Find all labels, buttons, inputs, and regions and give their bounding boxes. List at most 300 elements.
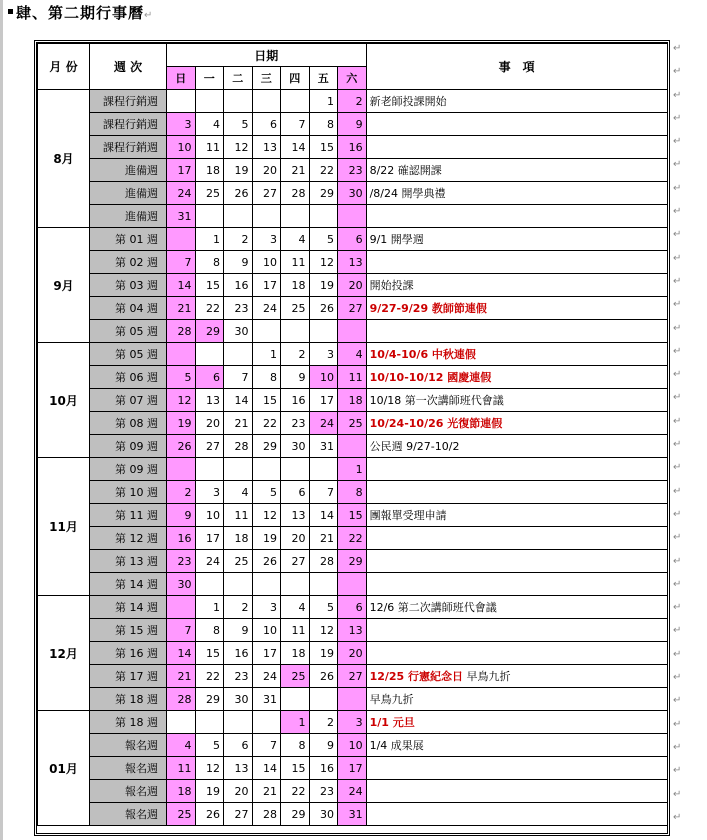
table-row xyxy=(38,159,668,182)
day-cell: 25 xyxy=(195,182,224,205)
day-cell: 17 xyxy=(309,389,338,412)
week-label: 第 10 週 xyxy=(90,481,167,504)
day-cell: 22 xyxy=(252,412,281,435)
day-cell: 15 xyxy=(195,274,224,297)
day-cell: 5 xyxy=(167,366,196,389)
day-cell: 25 xyxy=(281,665,310,688)
header-week: 週 次 xyxy=(90,44,167,90)
event-cell xyxy=(366,159,667,182)
day-cell: 1 xyxy=(309,90,338,113)
day-cell: 5 xyxy=(195,734,224,757)
table-row xyxy=(38,665,668,688)
paragraph-mark-icon: ↵ xyxy=(673,718,682,730)
day-cell xyxy=(195,90,224,113)
day-cell: 14 xyxy=(167,642,196,665)
day-cell: 14 xyxy=(281,136,310,159)
day-cell: 9 xyxy=(224,619,253,642)
day-cell: 24 xyxy=(252,297,281,320)
day-cell: 26 xyxy=(195,803,224,826)
event-cell xyxy=(366,780,667,803)
day-cell: 9 xyxy=(309,734,338,757)
event-cell xyxy=(366,366,667,389)
day-cell: 8 xyxy=(195,251,224,274)
day-cell: 28 xyxy=(281,182,310,205)
weekday-header: 一 xyxy=(195,67,224,90)
day-cell: 18 xyxy=(281,274,310,297)
day-cell: 13 xyxy=(224,757,253,780)
day-cell: 7 xyxy=(224,366,253,389)
day-cell xyxy=(195,711,224,734)
day-cell: 2 xyxy=(224,596,253,619)
month-label: 11月 xyxy=(38,458,90,596)
day-cell: 21 xyxy=(224,412,253,435)
title-text: 肆、第二期行事曆 xyxy=(16,4,145,22)
week-label: 第 01 週 xyxy=(90,228,167,251)
day-cell: 19 xyxy=(167,412,196,435)
month-label: 01月 xyxy=(38,711,90,826)
day-cell: 4 xyxy=(167,734,196,757)
table-row xyxy=(38,573,668,596)
day-cell: 1 xyxy=(195,596,224,619)
day-cell: 20 xyxy=(338,274,367,297)
day-cell: 22 xyxy=(309,159,338,182)
day-cell: 29 xyxy=(195,320,224,343)
table-row xyxy=(38,366,668,389)
event-cell xyxy=(366,389,667,412)
week-label: 第 07 週 xyxy=(90,389,167,412)
day-cell: 30 xyxy=(338,182,367,205)
week-label: 第 16 週 xyxy=(90,642,167,665)
day-cell: 25 xyxy=(167,803,196,826)
day-cell: 10 xyxy=(252,251,281,274)
day-cell: 26 xyxy=(309,665,338,688)
day-cell xyxy=(252,573,281,596)
table-row xyxy=(38,527,668,550)
week-label: 課程行銷週 xyxy=(90,136,167,159)
paragraph-mark-icon: ↵ xyxy=(673,182,682,194)
day-cell: 30 xyxy=(281,435,310,458)
event-cell xyxy=(366,113,667,136)
table-row xyxy=(38,205,668,228)
weekday-header: 日 xyxy=(167,67,196,90)
day-cell: 1 xyxy=(338,458,367,481)
day-cell xyxy=(252,90,281,113)
day-cell: 10 xyxy=(252,619,281,642)
paragraph-mark-icon: ↵ xyxy=(673,136,682,148)
day-cell xyxy=(252,458,281,481)
day-cell: 11 xyxy=(167,757,196,780)
event-cell xyxy=(366,665,667,688)
day-cell: 8 xyxy=(309,113,338,136)
header-event: 事 項 xyxy=(366,44,667,90)
day-cell xyxy=(338,205,367,228)
day-cell: 11 xyxy=(195,136,224,159)
day-cell: 18 xyxy=(281,642,310,665)
right-paragraph-marks xyxy=(673,43,687,835)
bullet-icon xyxy=(8,9,13,14)
day-cell: 9 xyxy=(167,504,196,527)
day-cell xyxy=(309,688,338,711)
day-cell: 10 xyxy=(167,136,196,159)
paragraph-mark-icon: ↵ xyxy=(673,112,682,124)
event-text: 1/1 元旦 xyxy=(369,716,415,729)
day-cell: 21 xyxy=(309,527,338,550)
paragraph-mark-icon: ↵ xyxy=(673,648,682,660)
day-cell: 13 xyxy=(252,136,281,159)
event-cell xyxy=(366,619,667,642)
header-month: 月 份 xyxy=(38,44,90,90)
paragraph-mark-icon: ↵ xyxy=(673,555,682,567)
day-cell: 20 xyxy=(281,527,310,550)
event-cell xyxy=(366,136,667,159)
day-cell: 11 xyxy=(224,504,253,527)
table-row xyxy=(38,320,668,343)
day-cell xyxy=(224,458,253,481)
week-label: 第 05 週 xyxy=(90,320,167,343)
event-text: 10/24-10/26 光復節連假 xyxy=(369,417,503,430)
week-label: 進備週 xyxy=(90,205,167,228)
day-cell: 29 xyxy=(309,182,338,205)
day-cell: 6 xyxy=(252,113,281,136)
event-cell xyxy=(366,297,667,320)
day-cell: 28 xyxy=(309,550,338,573)
event-cell xyxy=(366,458,667,481)
day-cell: 12 xyxy=(309,251,338,274)
day-cell: 8 xyxy=(252,366,281,389)
month-label: 8月 xyxy=(38,90,90,228)
table-row xyxy=(38,780,668,803)
day-cell xyxy=(195,343,224,366)
paragraph-mark-icon: ↵ xyxy=(673,578,682,590)
day-cell: 4 xyxy=(338,343,367,366)
event-cell xyxy=(366,251,667,274)
paragraph-mark-icon: ↵ xyxy=(673,602,682,614)
day-cell: 26 xyxy=(167,435,196,458)
day-cell: 3 xyxy=(252,228,281,251)
day-cell: 12 xyxy=(224,136,253,159)
day-cell: 5 xyxy=(309,596,338,619)
page-left-edge xyxy=(0,0,3,840)
table-row xyxy=(38,642,668,665)
table-row xyxy=(38,803,668,826)
day-cell: 16 xyxy=(167,527,196,550)
day-cell: 15 xyxy=(309,136,338,159)
event-cell xyxy=(366,435,667,458)
day-cell xyxy=(167,711,196,734)
day-cell: 27 xyxy=(338,665,367,688)
day-cell: 26 xyxy=(224,182,253,205)
paragraph-mark-icon: ↵ xyxy=(673,765,682,777)
day-cell: 28 xyxy=(252,803,281,826)
table-row xyxy=(38,297,668,320)
day-cell: 22 xyxy=(281,780,310,803)
day-cell: 22 xyxy=(195,297,224,320)
table-row xyxy=(38,711,668,734)
day-cell xyxy=(167,228,196,251)
week-label: 報名週 xyxy=(90,734,167,757)
day-cell xyxy=(252,320,281,343)
event-text: 公民週 9/27-10/2 xyxy=(369,440,460,453)
day-cell xyxy=(195,205,224,228)
day-cell: 14 xyxy=(167,274,196,297)
calendar-body xyxy=(38,90,668,826)
event-cell xyxy=(366,320,667,343)
paragraph-mark-icon: ↵ xyxy=(673,532,682,544)
table-row xyxy=(38,343,668,366)
weekday-header: 四 xyxy=(281,67,310,90)
week-label: 第 14 週 xyxy=(90,573,167,596)
event-note: 早鳥九折 xyxy=(463,670,511,683)
day-cell xyxy=(338,688,367,711)
day-cell xyxy=(281,573,310,596)
week-label: 報名週 xyxy=(90,803,167,826)
day-cell: 6 xyxy=(281,481,310,504)
week-label: 第 13 週 xyxy=(90,550,167,573)
paragraph-mark-icon: ↵ xyxy=(673,252,682,264)
day-cell: 27 xyxy=(252,182,281,205)
paragraph-mark-icon: ↵ xyxy=(673,788,682,800)
paragraph-mark-icon: ↵ xyxy=(673,369,682,381)
event-cell xyxy=(366,90,667,113)
day-cell xyxy=(224,573,253,596)
event-cell xyxy=(366,527,667,550)
paragraph-mark-icon: ↵ xyxy=(673,485,682,497)
day-cell: 27 xyxy=(224,803,253,826)
week-label: 報名週 xyxy=(90,757,167,780)
paragraph-mark-icon: ↵ xyxy=(144,10,154,21)
day-cell: 12 xyxy=(167,389,196,412)
day-cell: 6 xyxy=(195,366,224,389)
day-cell: 25 xyxy=(281,297,310,320)
calendar-table xyxy=(37,43,668,826)
day-cell: 20 xyxy=(252,159,281,182)
week-label: 第 04 週 xyxy=(90,297,167,320)
day-cell: 9 xyxy=(224,251,253,274)
week-label: 第 02 週 xyxy=(90,251,167,274)
day-cell xyxy=(224,711,253,734)
event-cell xyxy=(366,182,667,205)
day-cell: 4 xyxy=(281,228,310,251)
day-cell xyxy=(281,320,310,343)
day-cell: 28 xyxy=(167,688,196,711)
day-cell: 15 xyxy=(252,389,281,412)
header-date: 日期 xyxy=(167,44,367,67)
day-cell: 6 xyxy=(224,734,253,757)
day-cell: 8 xyxy=(281,734,310,757)
day-cell xyxy=(224,205,253,228)
day-cell: 23 xyxy=(338,159,367,182)
paragraph-mark-icon: ↵ xyxy=(673,275,682,287)
event-text: 早鳥九折 xyxy=(369,693,414,706)
day-cell: 27 xyxy=(338,297,367,320)
day-cell: 4 xyxy=(224,481,253,504)
week-label: 第 18 週 xyxy=(90,688,167,711)
event-cell xyxy=(366,711,667,734)
weekday-header: 三 xyxy=(252,67,281,90)
day-cell xyxy=(167,90,196,113)
paragraph-mark-icon: ↵ xyxy=(673,439,682,451)
day-cell: 31 xyxy=(338,803,367,826)
week-label: 第 09 週 xyxy=(90,458,167,481)
day-cell: 30 xyxy=(309,803,338,826)
day-cell: 30 xyxy=(224,320,253,343)
week-label: 報名週 xyxy=(90,780,167,803)
table-row xyxy=(38,688,668,711)
day-cell: 28 xyxy=(167,320,196,343)
day-cell: 22 xyxy=(195,665,224,688)
weekday-header: 五 xyxy=(309,67,338,90)
week-label: 第 08 週 xyxy=(90,412,167,435)
week-label: 第 09 週 xyxy=(90,435,167,458)
paragraph-mark-icon: ↵ xyxy=(673,695,682,707)
month-label: 12月 xyxy=(38,596,90,711)
day-cell: 23 xyxy=(224,665,253,688)
day-cell: 24 xyxy=(195,550,224,573)
day-cell: 31 xyxy=(252,688,281,711)
day-cell xyxy=(252,711,281,734)
paragraph-mark-icon: ↵ xyxy=(673,66,682,78)
event-cell xyxy=(366,596,667,619)
paragraph-mark-icon: ↵ xyxy=(673,625,682,637)
day-cell: 14 xyxy=(309,504,338,527)
paragraph-mark-icon: ↵ xyxy=(673,415,682,427)
day-cell: 9 xyxy=(281,366,310,389)
day-cell: 9 xyxy=(338,113,367,136)
day-cell xyxy=(167,596,196,619)
page-title xyxy=(8,2,153,23)
day-cell: 4 xyxy=(195,113,224,136)
day-cell xyxy=(281,458,310,481)
day-cell: 6 xyxy=(338,596,367,619)
event-cell xyxy=(366,734,667,757)
day-cell: 31 xyxy=(167,205,196,228)
event-text: 1/4 成果展 xyxy=(369,739,424,752)
day-cell: 3 xyxy=(195,481,224,504)
weekday-header: 二 xyxy=(224,67,253,90)
event-text: 9/27-9/29 教師節連假 xyxy=(369,302,487,315)
day-cell: 18 xyxy=(167,780,196,803)
event-text: 10/4-10/6 中秋連假 xyxy=(369,348,476,361)
day-cell: 14 xyxy=(252,757,281,780)
table-row xyxy=(38,458,668,481)
day-cell: 28 xyxy=(224,435,253,458)
paragraph-mark-icon: ↵ xyxy=(673,299,682,311)
event-cell xyxy=(366,688,667,711)
day-cell: 21 xyxy=(281,159,310,182)
month-label: 9月 xyxy=(38,228,90,343)
day-cell: 31 xyxy=(309,435,338,458)
week-label: 進備週 xyxy=(90,159,167,182)
event-text: 10/10-10/12 國慶連假 xyxy=(369,371,492,384)
week-label: 第 15 週 xyxy=(90,619,167,642)
table-row xyxy=(38,550,668,573)
day-cell: 19 xyxy=(309,274,338,297)
day-cell: 23 xyxy=(167,550,196,573)
day-cell: 30 xyxy=(167,573,196,596)
day-cell: 30 xyxy=(224,688,253,711)
event-text: /8/24 開學典禮 xyxy=(369,187,446,200)
day-cell: 25 xyxy=(224,550,253,573)
day-cell: 10 xyxy=(195,504,224,527)
event-cell xyxy=(366,481,667,504)
day-cell: 11 xyxy=(338,366,367,389)
paragraph-mark-icon: ↵ xyxy=(673,206,682,218)
event-text: 新老師投課開始 xyxy=(369,95,447,108)
event-text: 12/25 行憲紀念日 xyxy=(369,670,464,683)
day-cell: 21 xyxy=(167,665,196,688)
day-cell: 24 xyxy=(167,182,196,205)
day-cell xyxy=(195,458,224,481)
table-row xyxy=(38,435,668,458)
event-cell xyxy=(366,205,667,228)
day-cell xyxy=(167,343,196,366)
day-cell: 4 xyxy=(281,596,310,619)
week-label: 第 06 週 xyxy=(90,366,167,389)
day-cell: 19 xyxy=(195,780,224,803)
day-cell: 13 xyxy=(195,389,224,412)
table-row xyxy=(38,90,668,113)
table-row xyxy=(38,596,668,619)
day-cell: 10 xyxy=(309,366,338,389)
day-cell: 29 xyxy=(281,803,310,826)
day-cell: 5 xyxy=(309,228,338,251)
paragraph-mark-icon: ↵ xyxy=(673,89,682,101)
day-cell: 23 xyxy=(224,297,253,320)
day-cell: 3 xyxy=(167,113,196,136)
day-cell: 5 xyxy=(252,481,281,504)
table-row xyxy=(38,504,668,527)
table-row xyxy=(38,412,668,435)
event-text: 9/1 開學週 xyxy=(369,233,424,246)
table-row xyxy=(38,481,668,504)
day-cell: 26 xyxy=(252,550,281,573)
weekday-header: 六 xyxy=(338,67,367,90)
day-cell: 23 xyxy=(309,780,338,803)
day-cell: 3 xyxy=(338,711,367,734)
paragraph-mark-icon: ↵ xyxy=(673,508,682,520)
day-cell: 7 xyxy=(252,734,281,757)
day-cell xyxy=(224,343,253,366)
day-cell xyxy=(224,90,253,113)
day-cell: 7 xyxy=(167,619,196,642)
day-cell: 19 xyxy=(224,159,253,182)
day-cell: 16 xyxy=(338,136,367,159)
event-text: 團報單受理申請 xyxy=(369,509,447,522)
paragraph-mark-icon: ↵ xyxy=(673,811,682,823)
day-cell: 19 xyxy=(309,642,338,665)
table-row xyxy=(38,136,668,159)
table-row xyxy=(38,274,668,297)
week-label: 第 17 週 xyxy=(90,665,167,688)
day-cell: 15 xyxy=(338,504,367,527)
week-label: 進備週 xyxy=(90,182,167,205)
day-cell: 19 xyxy=(252,527,281,550)
event-cell xyxy=(366,412,667,435)
day-cell: 2 xyxy=(338,90,367,113)
day-cell: 14 xyxy=(224,389,253,412)
week-label: 第 14 週 xyxy=(90,596,167,619)
event-cell xyxy=(366,504,667,527)
day-cell: 11 xyxy=(281,251,310,274)
day-cell xyxy=(309,573,338,596)
day-cell: 1 xyxy=(281,711,310,734)
day-cell: 18 xyxy=(195,159,224,182)
day-cell: 3 xyxy=(252,596,281,619)
day-cell xyxy=(281,688,310,711)
day-cell: 13 xyxy=(338,251,367,274)
table-row xyxy=(38,734,668,757)
day-cell: 29 xyxy=(195,688,224,711)
